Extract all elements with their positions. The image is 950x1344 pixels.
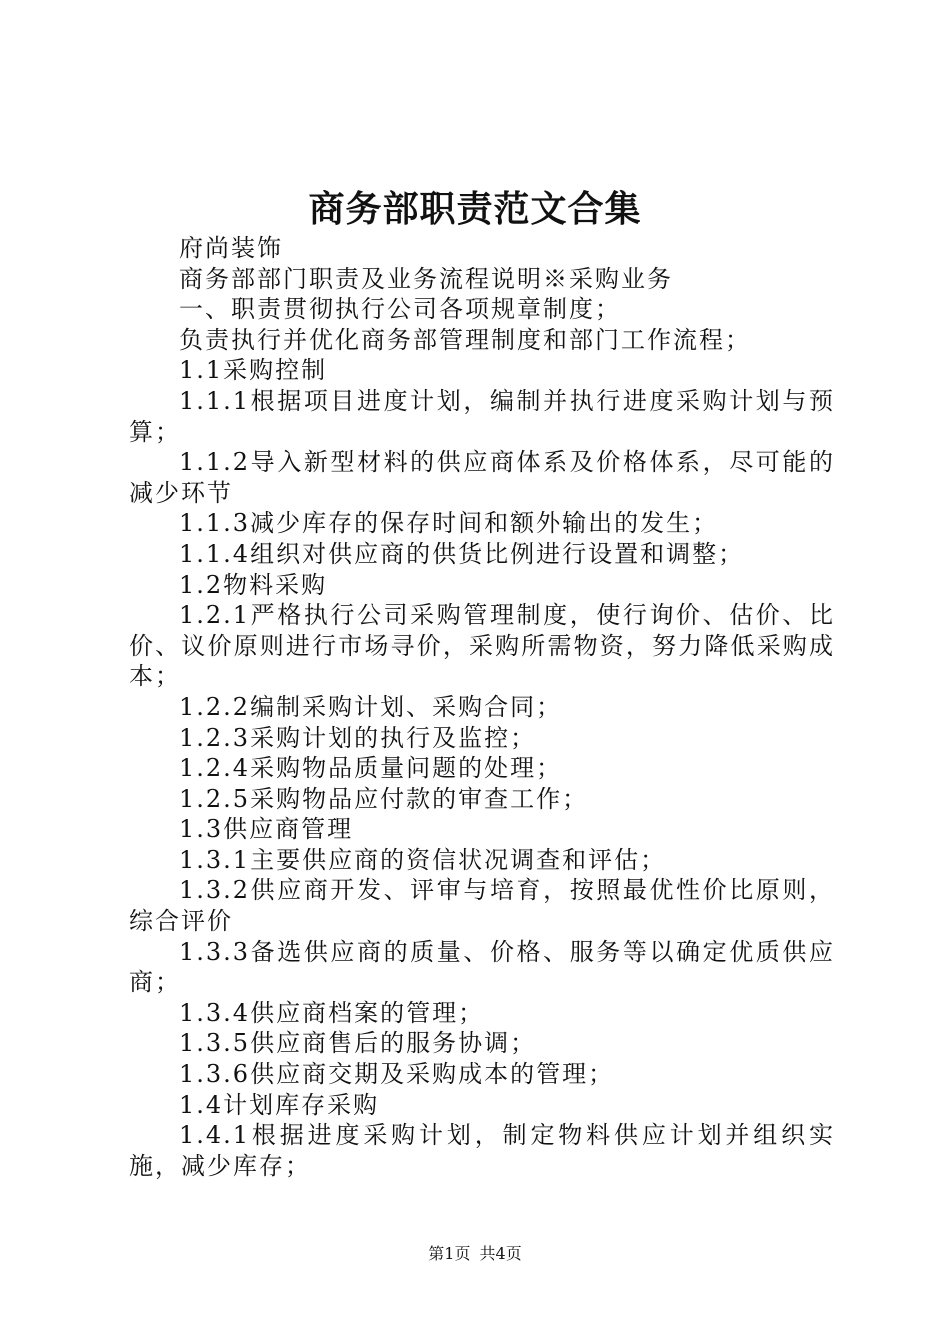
section-heading: 1.1采购控制 <box>179 356 328 385</box>
paragraph: 1.2.1严格执行公司采购管理制度，使行询价、估价、比价、议价原则进行市场寻价，采购所需物资，努力降低采购成本； <box>129 601 835 691</box>
paragraph: 1.1.1根据项目进度计划，编制并执行进度采购计划与预算； <box>129 386 835 446</box>
page-number: 第1页 <box>428 1244 471 1263</box>
paragraph: 1.3.5供应商售后的服务协调； <box>179 1029 537 1058</box>
paragraph: 1.4.1根据进度采购计划，制定物料供应计划并组织实施，减少库存； <box>129 1121 835 1180</box>
paragraph: 1.3.2供应商开发、评审与培育，按照最优性价比原则，综合评价 <box>129 876 835 936</box>
paragraph: 1.2.5采购物品应付款的审查工作； <box>179 784 589 813</box>
page-footer <box>0 1243 950 1265</box>
document-title: 商务部职责范文合集 <box>308 188 642 230</box>
paragraph: 1.3.4供应商档案的管理； <box>179 998 485 1027</box>
paragraph: 1.3.3备选供应商的质量、价格、服务等以确定优质供应商； <box>129 937 835 997</box>
paragraph: 负责执行并优化商务部管理制度和部门工作流程； <box>179 325 751 354</box>
section-heading: 1.4计划库存采购 <box>179 1090 380 1119</box>
paragraph: 商务部部门职责及业务流程说明※采购业务 <box>179 264 673 293</box>
paragraph: 1.2.4采购物品质量问题的处理； <box>179 754 563 783</box>
paragraph: 1.2.3采购计划的执行及监控； <box>179 723 537 752</box>
document-body <box>129 233 835 1181</box>
paragraph: 府尚装饰 <box>179 234 283 262</box>
section-heading: 1.3供应商管理 <box>179 815 354 844</box>
total-pages: 共4页 <box>479 1244 522 1263</box>
paragraph: 1.3.6供应商交期及采购成本的管理； <box>179 1060 615 1089</box>
paragraph: 1.3.1主要供应商的资信状况调查和评估； <box>179 845 667 874</box>
paragraph: 一、职责贯彻执行公司各项规章制度； <box>179 295 621 324</box>
paragraph: 1.2.2编制采购计划、采购合同； <box>179 692 563 721</box>
paragraph: 1.1.3减少库存的保存时间和额外输出的发生； <box>179 509 719 538</box>
section-heading: 1.2物料采购 <box>179 570 328 599</box>
paragraph: 1.1.4组织对供应商的供货比例进行设置和调整； <box>179 539 745 568</box>
paragraph: 1.1.2导入新型材料的供应商体系及价格体系，尽可能的减少环节 <box>129 448 835 507</box>
